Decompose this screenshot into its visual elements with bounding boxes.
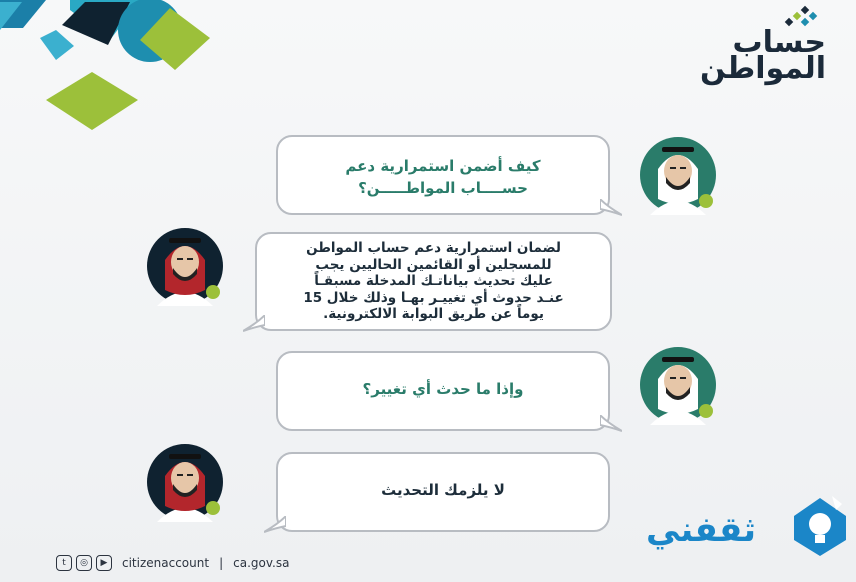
watermark-text: ثقفني xyxy=(646,510,756,550)
bubble-tail xyxy=(264,516,286,534)
chat-bubble-answer-1 xyxy=(255,232,612,331)
twitter-icon[interactable]: t xyxy=(56,555,72,571)
instagram-icon[interactable]: ◎ xyxy=(76,555,92,571)
bubble-line: عليك تحديث بياناتـك المدخلة مسبقـاً xyxy=(314,273,553,289)
chat-bubble-question-2 xyxy=(276,351,610,431)
bubble-text xyxy=(257,240,610,323)
citizen-avatar-icon xyxy=(636,345,720,429)
bubble-line: للمسجلين أو القائمين الحاليين يجب xyxy=(315,256,552,273)
bubble-line: عنـد حدوث أي تغييـر بهـا وذلك خلال 15 xyxy=(303,289,564,306)
youtube-icon[interactable]: ▶ xyxy=(96,555,112,571)
logo-line2: المواطن xyxy=(699,51,826,86)
agent-avatar-icon xyxy=(143,226,227,310)
watermark-logo xyxy=(646,490,854,578)
citizen-avatar-icon xyxy=(636,135,720,219)
decorative-shapes xyxy=(0,0,260,140)
bubble-line: لضمان استمرارية دعم حساب المواطن xyxy=(306,240,561,256)
bubble-tail xyxy=(600,199,622,217)
citizen-account-logo xyxy=(656,5,826,85)
bubble-text xyxy=(278,155,608,199)
chat-bubble-answer-2 xyxy=(276,452,610,532)
lightbulb-icon xyxy=(792,496,848,558)
bubble-text: لا يلزمك التحديث xyxy=(381,481,505,499)
bubble-text: وإذا ما حدث أي تغيير؟ xyxy=(362,380,524,398)
agent-avatar-icon xyxy=(143,442,227,526)
chat-bubble-question-1 xyxy=(276,135,610,215)
footer-social xyxy=(56,554,289,572)
bubble-line: حســــاب المواطـــــن؟ xyxy=(358,179,528,197)
footer-separator: | xyxy=(219,556,224,570)
bubble-line: يوماً عن طريق البوابة الالكترونية. xyxy=(323,306,544,322)
logo-line1: حساب xyxy=(732,25,826,60)
website-link[interactable]: ca.gov.sa xyxy=(233,556,290,570)
bubble-line: كيف أضمن استمرارية دعم xyxy=(345,157,541,175)
social-handle[interactable]: citizenaccount xyxy=(122,556,210,570)
bubble-tail xyxy=(243,315,265,333)
bubble-tail xyxy=(600,415,622,433)
